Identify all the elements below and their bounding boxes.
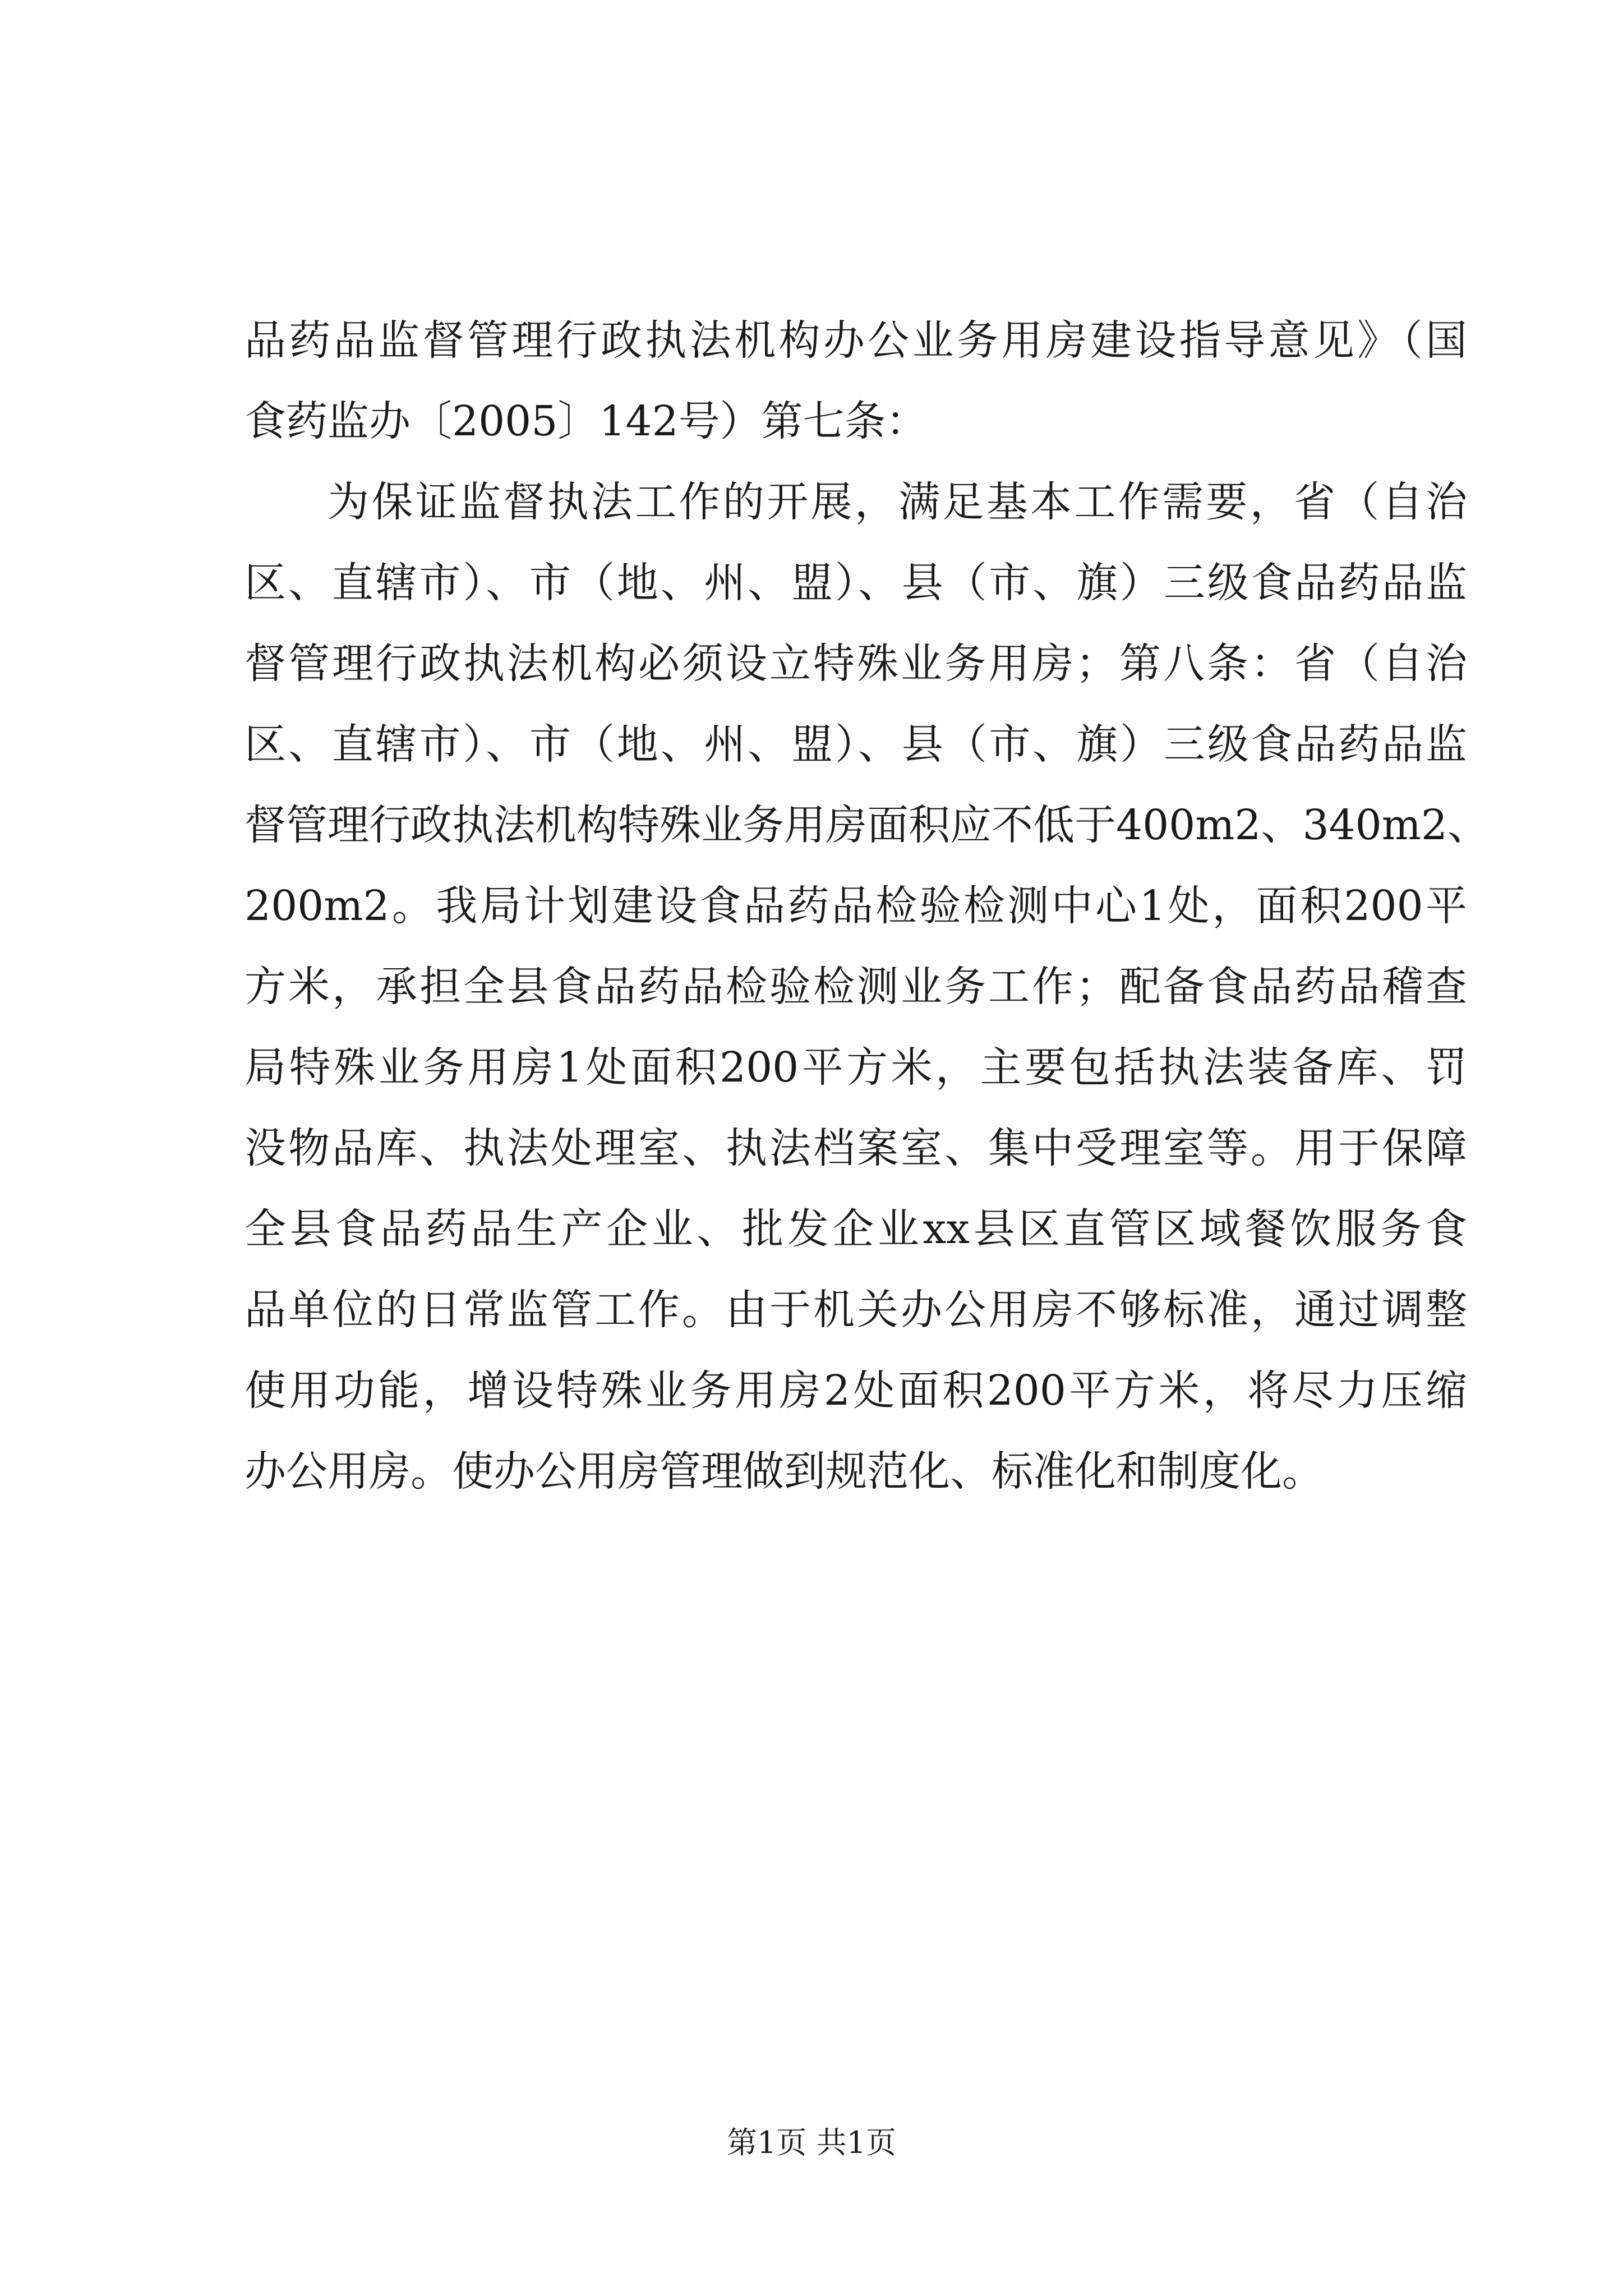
text-line: 区、直辖市）、市（地、州、盟）、县（市、旗）三级食品药品监 [245, 720, 1467, 769]
document-body [245, 300, 1489, 1512]
text-line: 200m2。我局计划建设食品药品检验检测中心1处，面积200平 [245, 882, 1467, 930]
text-line: 局特殊业务用房1处面积200平方米，主要包括执法装备库、罚 [245, 1043, 1467, 1092]
paragraph-first-line: 为保证监督执法工作的开展，满足基本工作需要，省（自治 [328, 478, 1467, 526]
text-line: 督管理行政执法机构特殊业务用房面积应不低于400m2、340m2、 [245, 801, 1489, 849]
text-line: 食药监办〔2005〕142号）第七条： [245, 397, 928, 445]
text-line: 品单位的日常监管工作。由于机关办公用房不够标准，通过调整 [245, 1286, 1467, 1334]
text-line: 办公用房。使办公用房管理做到规范化、标准化和制度化。 [245, 1447, 1324, 1496]
text-line: 区、直辖市）、市（地、州、盟）、县（市、旗）三级食品药品监 [245, 559, 1467, 607]
text-line: 品药品监督管理行政执法机构办公业务用房建设指导意见》（国 [245, 316, 1467, 365]
text-line: 使用功能，增设特殊业务用房2处面积200平方米，将尽力压缩 [245, 1366, 1467, 1415]
text-line: 没物品库、执法处理室、执法档案室、集中受理室等。用于保障 [245, 1124, 1467, 1172]
page-number: 第1页 共1页 [727, 2125, 896, 2160]
text-line: 全县食品药品生产企业、批发企业xx县区直管区域餐饮服务食 [245, 1205, 1467, 1253]
text-line: 方米，承担全县食品药品检验检测业务工作；配备食品药品稽查 [245, 963, 1467, 1011]
text-line: 督管理行政执法机构必须设立特殊业务用房；第八条：省（自治 [245, 639, 1467, 688]
page-footer [0, 2120, 1623, 2165]
